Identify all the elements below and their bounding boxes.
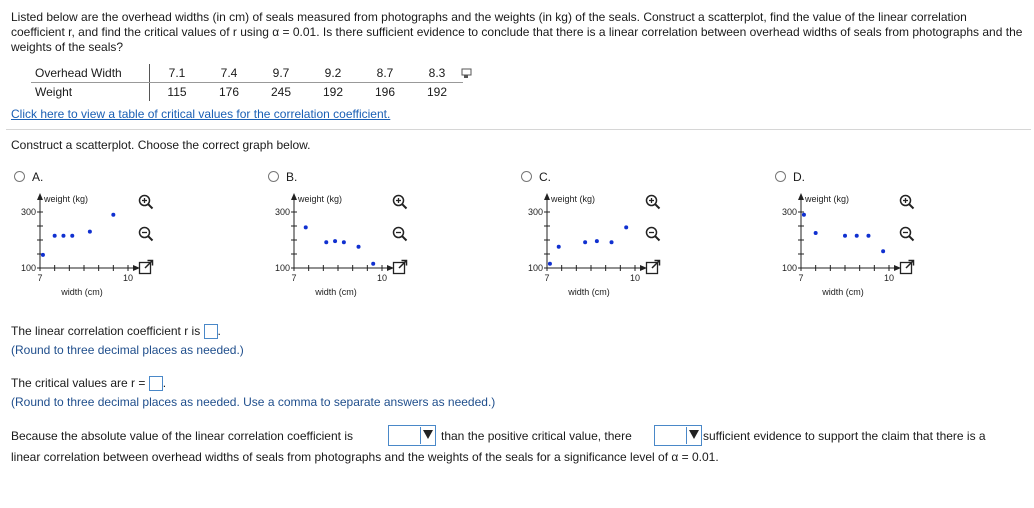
r-hint: (Round to three decimal places as needed.)	[11, 343, 244, 357]
x-tick-label-min: 7	[291, 273, 297, 283]
weight-cell: 245	[270, 85, 292, 99]
data-point	[583, 240, 587, 244]
y-tick-label-max: 300	[274, 207, 290, 217]
zoom-in-icon[interactable]	[899, 194, 917, 212]
option-b-radio[interactable]	[268, 171, 279, 182]
weight-cell: 192	[426, 85, 448, 99]
zoom-in-icon[interactable]	[138, 194, 156, 212]
data-point	[41, 253, 45, 257]
because-text-4: linear correlation between overhead widths of seals from photographs and the weights of the seals for a significance level of α = 0.01.	[11, 450, 719, 464]
critical-period: .	[162, 376, 167, 390]
critical-hint: (Round to three decimal places as needed. Use a comma to separate answers as needed.)	[11, 395, 496, 409]
x-tick-label-max: 10	[883, 273, 895, 283]
data-point	[342, 240, 346, 244]
row-label-width: Overhead Width	[31, 64, 150, 83]
zoom-out-icon[interactable]	[645, 226, 663, 244]
data-point	[548, 262, 552, 266]
x-tick-label-max: 10	[376, 273, 388, 283]
question-text: Listed below are the overhead widths (in cm) of seals measured from photographs and the weights (in kg) of the seals. Construct a scatterplot, find the value of the linear correlation coefficient r, and find the critical values of r using α = 0.01. Is there sufficient evidence to conclude that there is a linear correlation between overhead widths of seals from photographs and the weights of the seals?	[11, 10, 1023, 54]
x-tick-label-min: 7	[798, 273, 804, 283]
data-point	[624, 225, 628, 229]
because-text-1: Because the absolute value of the linear correlation coefficient is	[11, 429, 353, 443]
data-point	[610, 240, 614, 244]
data-point	[881, 249, 885, 253]
y-axis-label: weight (kg)	[44, 194, 89, 204]
comparison-dropdown[interactable]	[388, 425, 436, 446]
data-point	[88, 230, 92, 234]
chevron-down-icon	[689, 430, 699, 439]
zoom-in-icon[interactable]	[645, 194, 663, 212]
x-tick-label-max: 10	[629, 273, 641, 283]
x-axis-label: width (cm)	[315, 287, 357, 297]
width-cell: 8.7	[359, 64, 411, 83]
scatterplot-prompt: Construct a scatterplot. Choose the correct graph below.	[11, 138, 311, 152]
weight-cell: 176	[218, 85, 240, 99]
because-text-3: sufficient evidence to support the claim that there is a	[703, 429, 986, 443]
row-label-weight: Weight	[35, 85, 73, 99]
option-a-label: A.	[32, 170, 44, 184]
y-axis-label: weight (kg)	[298, 194, 343, 204]
scatterplot-c	[513, 190, 641, 300]
scatterplot-a	[6, 190, 134, 300]
data-point	[304, 225, 308, 229]
y-tick-label-max: 300	[527, 207, 543, 217]
width-cell: 7.1	[151, 64, 203, 83]
x-tick-label-min: 7	[37, 273, 43, 283]
y-tick-label-min: 100	[781, 263, 797, 273]
data-point	[557, 245, 561, 249]
y-axis-arrow	[544, 193, 550, 200]
data-point	[866, 234, 870, 238]
data-point	[843, 234, 847, 238]
y-axis-label: weight (kg)	[551, 194, 596, 204]
y-axis-arrow	[291, 193, 297, 200]
chevron-down-icon	[423, 430, 433, 439]
y-axis-arrow	[37, 193, 43, 200]
popout-icon[interactable]	[392, 259, 410, 277]
option-d-radio[interactable]	[775, 171, 786, 182]
data-point	[814, 231, 818, 235]
r-prompt: The linear correlation coefficient r is	[11, 324, 201, 338]
data-point	[111, 213, 115, 217]
width-cell: 8.3	[411, 64, 463, 83]
data-table	[31, 64, 463, 101]
y-tick-label-max: 300	[781, 207, 797, 217]
y-tick-label-min: 100	[274, 263, 290, 273]
y-axis-arrow	[798, 193, 804, 200]
width-cell: 9.2	[307, 64, 359, 83]
data-point	[855, 234, 859, 238]
data-point	[802, 213, 806, 217]
zoom-out-icon[interactable]	[899, 226, 917, 244]
table-row	[31, 64, 463, 83]
x-axis-label: width (cm)	[822, 287, 864, 297]
critical-input[interactable]	[149, 376, 163, 391]
popout-icon[interactable]	[899, 259, 917, 277]
x-axis-label: width (cm)	[568, 287, 610, 297]
data-point	[357, 245, 361, 249]
critical-values-link[interactable]: Click here to view a table of critical values for the correlation coefficient.	[11, 107, 391, 121]
divider	[6, 129, 1031, 130]
zoom-out-icon[interactable]	[392, 226, 410, 244]
data-point	[70, 234, 74, 238]
y-tick-label-min: 100	[527, 263, 543, 273]
data-point	[371, 262, 375, 266]
option-c-label: C.	[539, 170, 551, 184]
width-cell: 7.4	[203, 64, 255, 83]
x-tick-label-min: 7	[544, 273, 550, 283]
copy-data-icon[interactable]	[461, 68, 473, 83]
r-period: .	[217, 324, 221, 338]
because-text-2: than the positive critical value, there	[441, 429, 632, 443]
weight-cell: 196	[374, 85, 396, 99]
y-axis-label: weight (kg)	[805, 194, 850, 204]
option-a-radio[interactable]	[14, 171, 25, 182]
zoom-in-icon[interactable]	[392, 194, 410, 212]
popout-icon[interactable]	[645, 259, 663, 277]
weight-cell: 192	[322, 85, 344, 99]
x-axis-label: width (cm)	[61, 287, 103, 297]
zoom-out-icon[interactable]	[138, 226, 156, 244]
data-point	[595, 239, 599, 243]
y-tick-label-min: 100	[20, 263, 36, 273]
data-point	[61, 234, 65, 238]
x-tick-label-max: 10	[122, 273, 134, 283]
critical-prompt: The critical values are r =	[11, 376, 146, 390]
option-b-label: B.	[286, 170, 298, 184]
data-point	[333, 239, 337, 243]
data-point	[53, 234, 57, 238]
scatterplot-b	[260, 190, 388, 300]
y-tick-label-max: 300	[20, 207, 36, 217]
evidence-dropdown[interactable]	[654, 425, 702, 446]
option-c-radio[interactable]	[521, 171, 532, 182]
popout-icon[interactable]	[138, 259, 156, 277]
weight-cell: 115	[167, 85, 187, 99]
data-point	[324, 240, 328, 244]
width-cell: 9.7	[255, 64, 307, 83]
scatterplot-d	[767, 190, 895, 300]
option-d-label: D.	[793, 170, 805, 184]
r-input[interactable]	[204, 324, 218, 339]
table-row	[31, 83, 463, 102]
